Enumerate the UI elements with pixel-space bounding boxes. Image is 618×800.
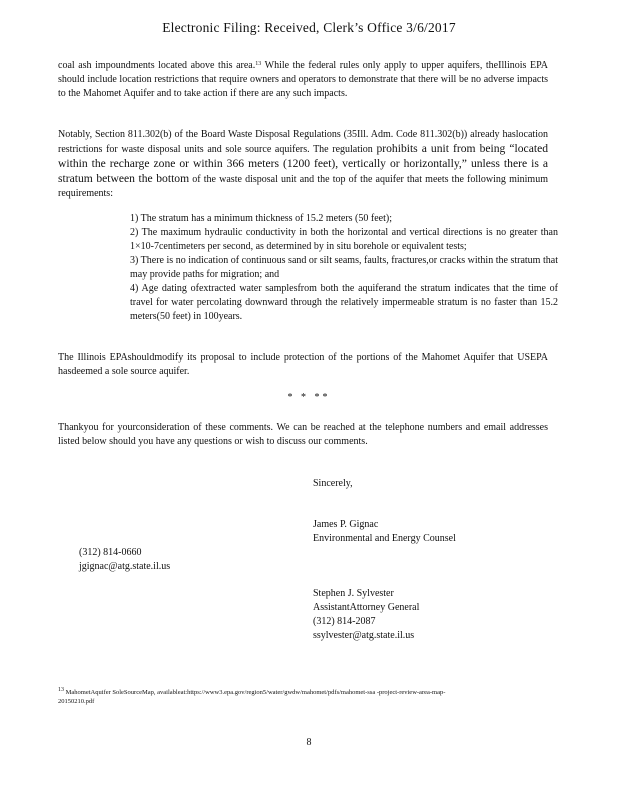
footnote-reference: 13 [255, 61, 262, 67]
signer-email[interactable]: jgignac@atg.state.il.us [79, 561, 171, 572]
requirement-item: 2) The maximum hydraulic conductivity in both the horizontal and vertical directions is no greater than 1×10-7centimeters per second, as determined by in situ borehole or equivalent tests; [130, 227, 558, 252]
signer-title: AssistantAttorney General [313, 602, 420, 613]
requirement-item: 4) Age dating ofextracted water samplesfrom both the aquiferand the stratum indicates that the time of travel for water percolating downward through the relatively impermeable stratum is no faster than 15.2 meters(50 feet) in 100years. [130, 283, 558, 322]
requirement-item: 1) The stratum has a minimum thickness of 15.2 meters (50 feet); [130, 213, 392, 224]
paragraph-coal-ash [58, 59, 548, 101]
paragraph-coal-ash-text-b: While the federal rules only apply to upper aquifers, theIllinois EPA should include location restrictions that require owners and operators to demonstrate that there will be no adverse impacts to the Mahomet Aquifer and to take action if there are any such impacts. [58, 60, 548, 99]
footnote-text: MahometAquifer SoleSourceMap, availableat:https://www3.epa.gov/region5/water/gwdw/mahomet/pdfs/mahomet-ssa -project-review-area-map-20150210.pdf [58, 689, 446, 705]
paragraph-section-811-text-b: of the waste disposal unit and the top of the aquifer that meets the following minimum requirements: [58, 174, 548, 199]
signer-title: Environmental and Energy Counsel [313, 533, 456, 544]
paragraph-recommendation: The Illinois EPAshouldmodify its proposal to include protection of the portions of the Mahomet Aquifer that USEPA hasdeemed a sole source aquifer. [58, 352, 548, 377]
signer-gignac-contact [79, 546, 170, 574]
signer-name: James P. Gignac [313, 519, 379, 530]
signer-email[interactable]: ssylvester@atg.state.il.us [313, 630, 415, 641]
footnote-number: 13 [58, 687, 64, 693]
paragraph-thanks: Thankyou for yourconsideration of these comments. We can be reached at the telephone numbers and email addresses listed below should you have any questions or wish to discuss our comments. [58, 422, 548, 447]
page-number: 8 [306, 737, 312, 748]
requirements-list [130, 212, 558, 324]
paragraph-section-811 [58, 128, 548, 201]
footnote [58, 688, 478, 706]
closing-salutation: Sincerely, [313, 478, 353, 489]
paragraph-coal-ash-text-a: coal ash impoundments located above this area. [58, 60, 256, 71]
signer-gignac-block [313, 518, 456, 546]
section-separator: * * ** [287, 392, 331, 403]
signer-name: Stephen J. Sylvester [313, 588, 394, 599]
paragraph-section-811-text-a: Notably, Section 811.302(b) of the Board Waste Disposal Regulations (35Ill. Adm. Code 811.302(b)) already haslocation restrictions for waste disposal units and sole source aquifers. The regulation [58, 129, 548, 155]
signer-phone: (312) 814-0660 [79, 547, 142, 558]
signer-sylvester-block [313, 587, 419, 643]
regulation-quote: prohibits a unit from being “located within the recharge zone or within 366 meters (1200 feet), vertically or horizontally,” unless there is a stratum between the bottom [58, 142, 549, 185]
requirement-item: 3) There is no indication of continuous sand or silt seams, faults, fractures,or cracks within the stratum that may provide paths for migration; and [130, 255, 558, 280]
filing-header: Electronic Filing: Received, Clerk’s Office 3/6/2017 [162, 20, 456, 35]
signer-phone: (312) 814-2087 [313, 616, 376, 627]
